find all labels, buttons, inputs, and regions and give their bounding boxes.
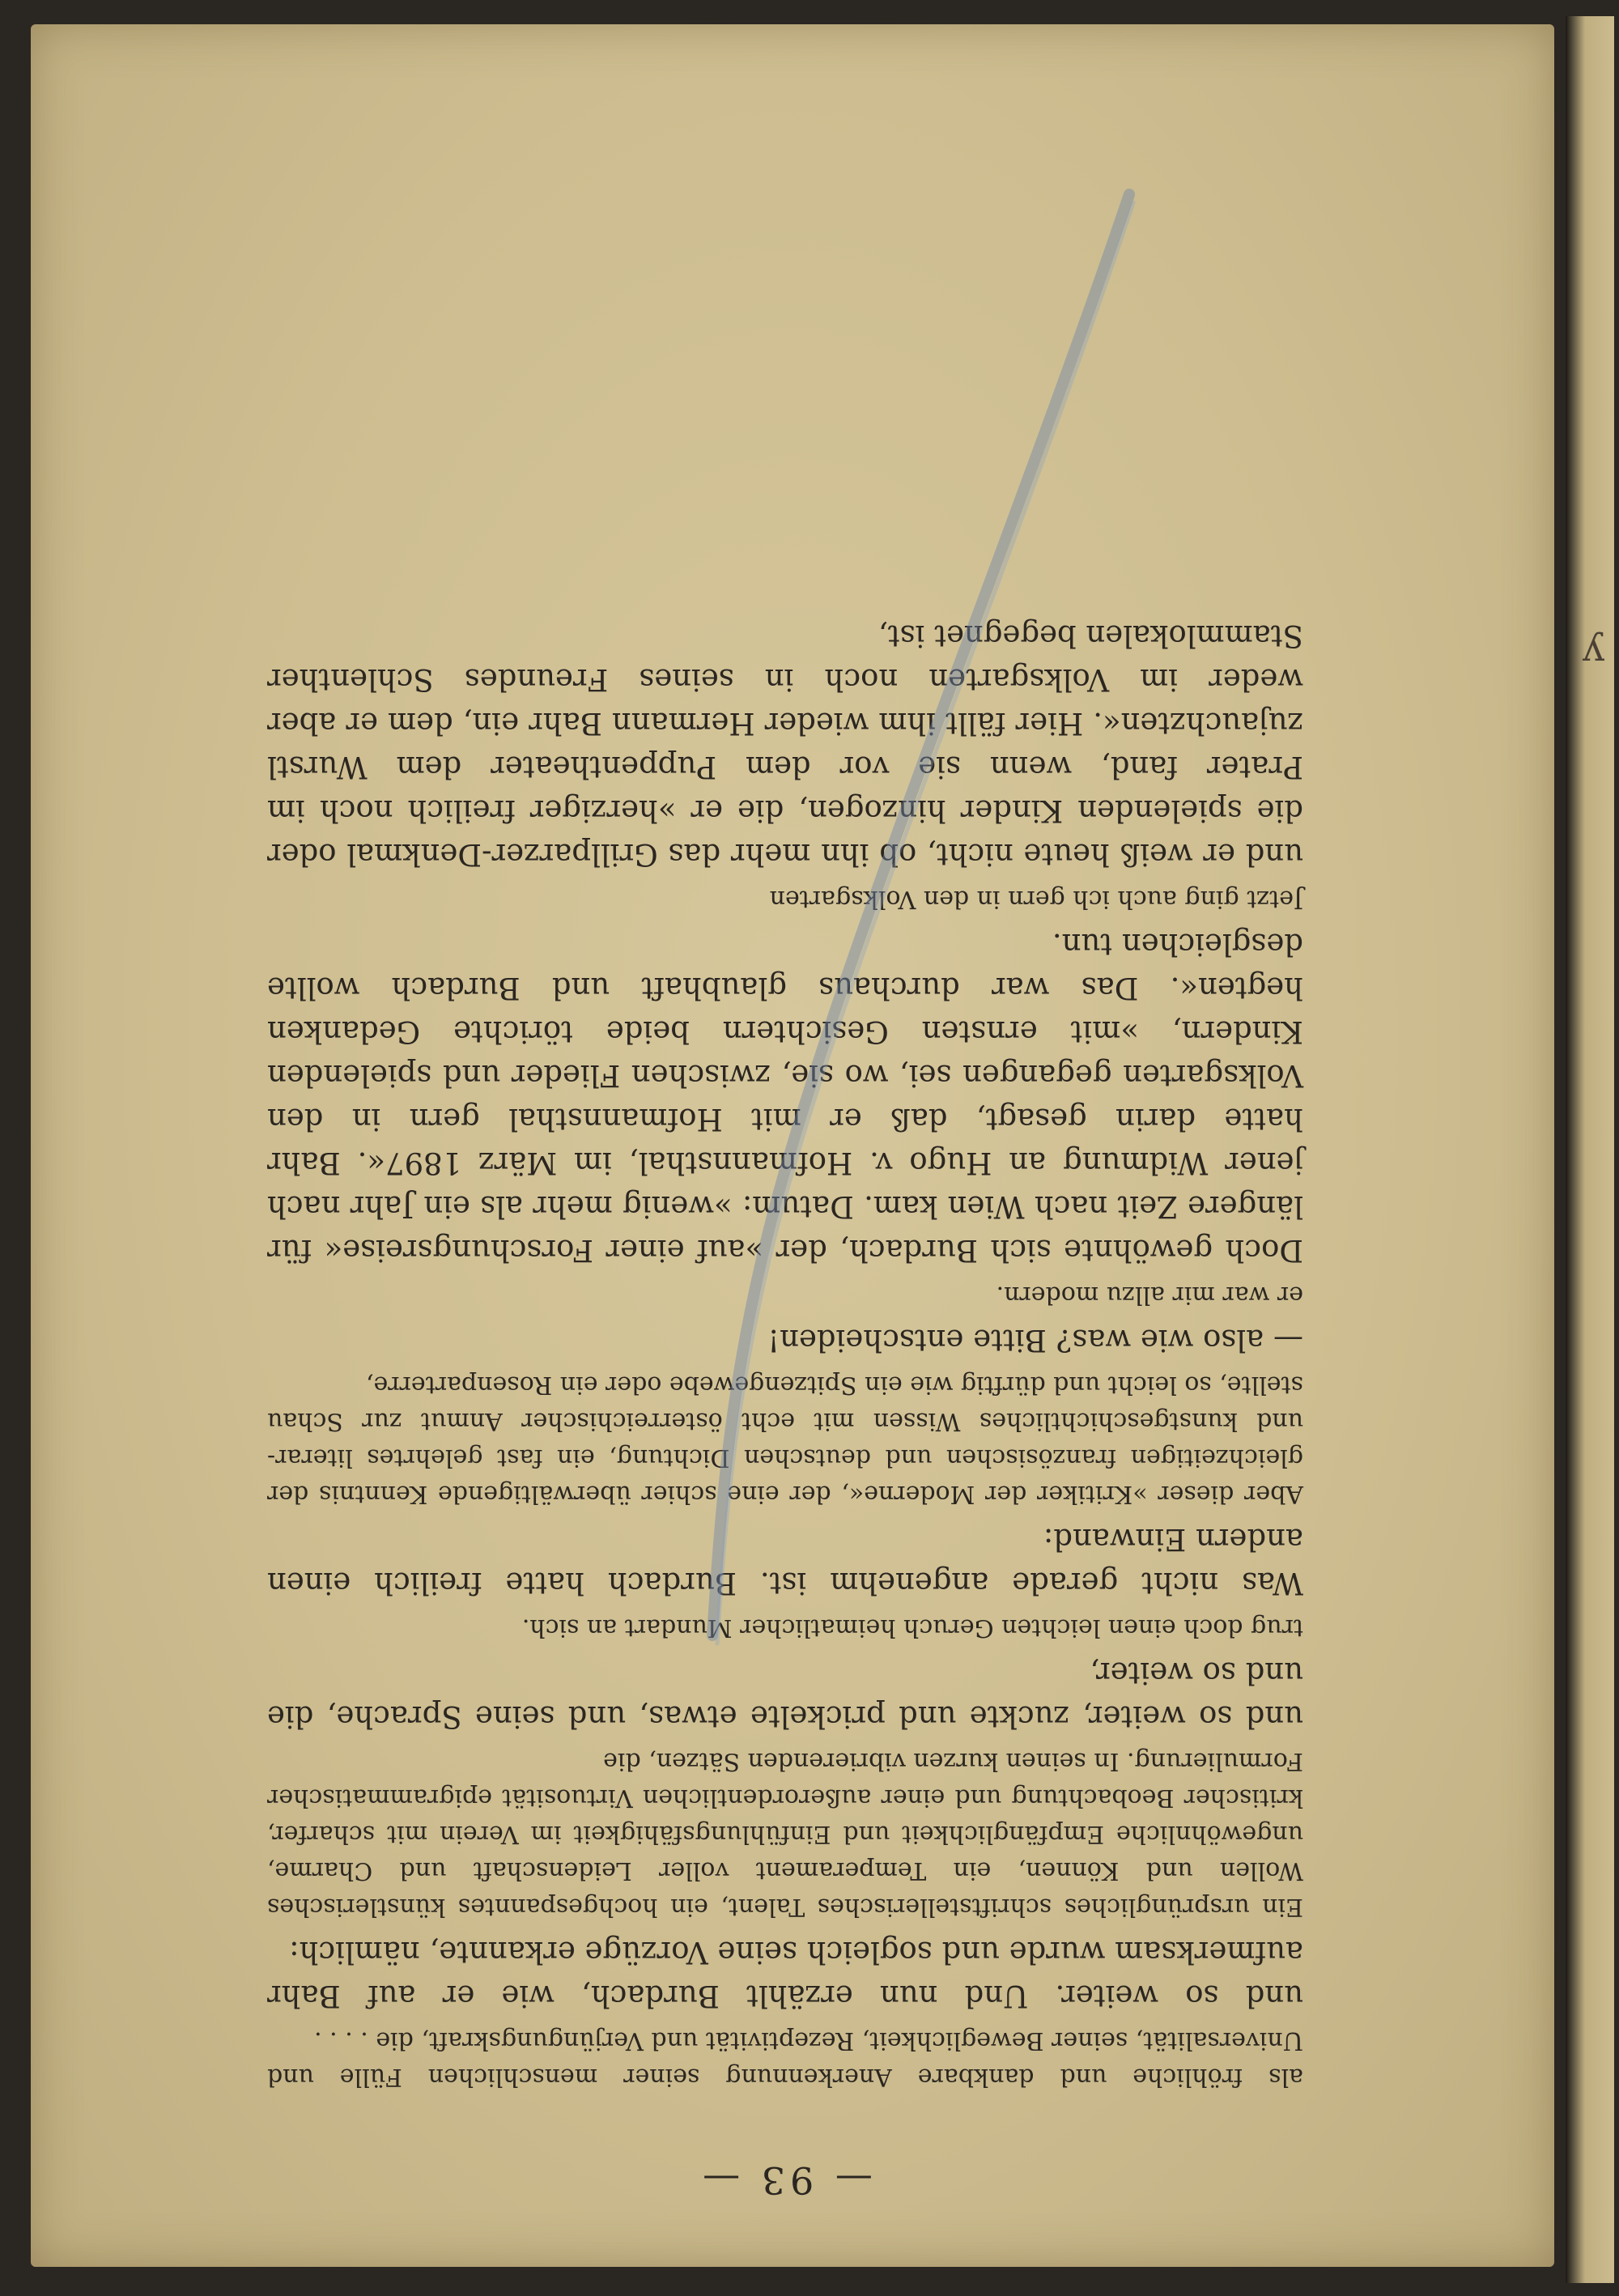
quote-paragraph: er war mir allzu modern. — [996, 1281, 1303, 1309]
quote-paragraph: Ein ursprüngliches schriftstellerisches Talent, ein hochgespanntes künstlerisches Wollen und Können, ein Temperament voller Leidenschaft und Charme, ungewöhnliche Empfänglichkeit und Einfühlungsfähigkeit im Verein mit scharfer, kritischer Beobachtung und einer außerordentlichen Virtuosität epigrammatischer Formulierung. In seinen kurzen vibrierenden Sätzen, die — [267, 1747, 1303, 1921]
quote-paragraph: als fröhliche und dankbare Anerkennung seiner menschlichen Fülle und Universalität, seiner Beweglichkeit, Rezeptivität und Verjüngungskraft, die . . . . — [267, 2026, 1303, 2091]
body-paragraph: Was nicht gerade angenehm ist. Burdach hatte freilich einen andern Einwand: — [267, 1522, 1303, 1601]
facing-page-edge — [1566, 16, 1614, 2283]
body-paragraph: und so weiter, zuckte und prickelte etwas, und seine Sprache, die und so weiter, — [267, 1656, 1303, 1734]
quote-paragraph: Aber dieser »Kritiker der Moderne«, der eine schier überwältigende Kenntnis der gleichzeitigen französischen und deutschen Dichtung, ein fast gelehrtes literar- und kunstgeschichtliches Wissen mit echt österreichischer Anmut zur Schau stellte, so leicht und dürftig wie ein Spitzengewebe oder ein Rosenparterre, — [267, 1371, 1303, 1508]
page-number: — 93 — — [698, 2158, 873, 2202]
body-paragraph: Doch gewöhnte sich Burdach, der »auf einer Forschungsreise« für längere Zeit nach Wien kam. Datum: »wenig mehr als ein Jahr nach jener Widmung an Hugo v. Hofmannsthal, im März 1897«. Bahr hatte darin gesagt, daß er mit Hofmannsthal gern in den Volksgarten gegangen sei, wo sie, zwischen Flieder und spielenden Kindern, »mit ernsten Gesichtern beide törichte Gedanken hegten«. Das war durchaus glaubhaft und Burdach wollte desgleichen tun. — [267, 927, 1303, 1268]
body-paragraph: und so weiter. Und nun erzählt Burdach, wie er auf Bahr aufmerksam wurde und sogleich seine Vorzüge erkannte, nämlich: — [267, 1935, 1303, 2013]
quote-paragraph: Jetzt ging auch ich gern in den Volksgarten — [769, 885, 1303, 913]
quote-paragraph: trug doch einen leichten Geruch heimatlicher Mundart an sich. — [521, 1614, 1303, 1642]
body-paragraph: — also wie was? Bitte entscheiden! — [767, 1323, 1303, 1358]
upside-down-text-block — [267, 340, 1303, 2202]
body-paragraph: und er weiß heute nicht, ob ihn mehr das Grillparzer-Denkmal oder die spielenden Kinder hinzogen, die er »herziger freilich noch im Prater fand, wenn sie vor dem Puppentheater dem Wurstl zujauchzten«. Hier fällt ihm wieder Hermann Bahr ein, dem er aber weder im Volksgarten noch in seines Freundes Schlenther Stammlokalen begegnet ist, — [267, 619, 1303, 872]
margin-pencil-mark: ʎ — [1583, 625, 1605, 670]
